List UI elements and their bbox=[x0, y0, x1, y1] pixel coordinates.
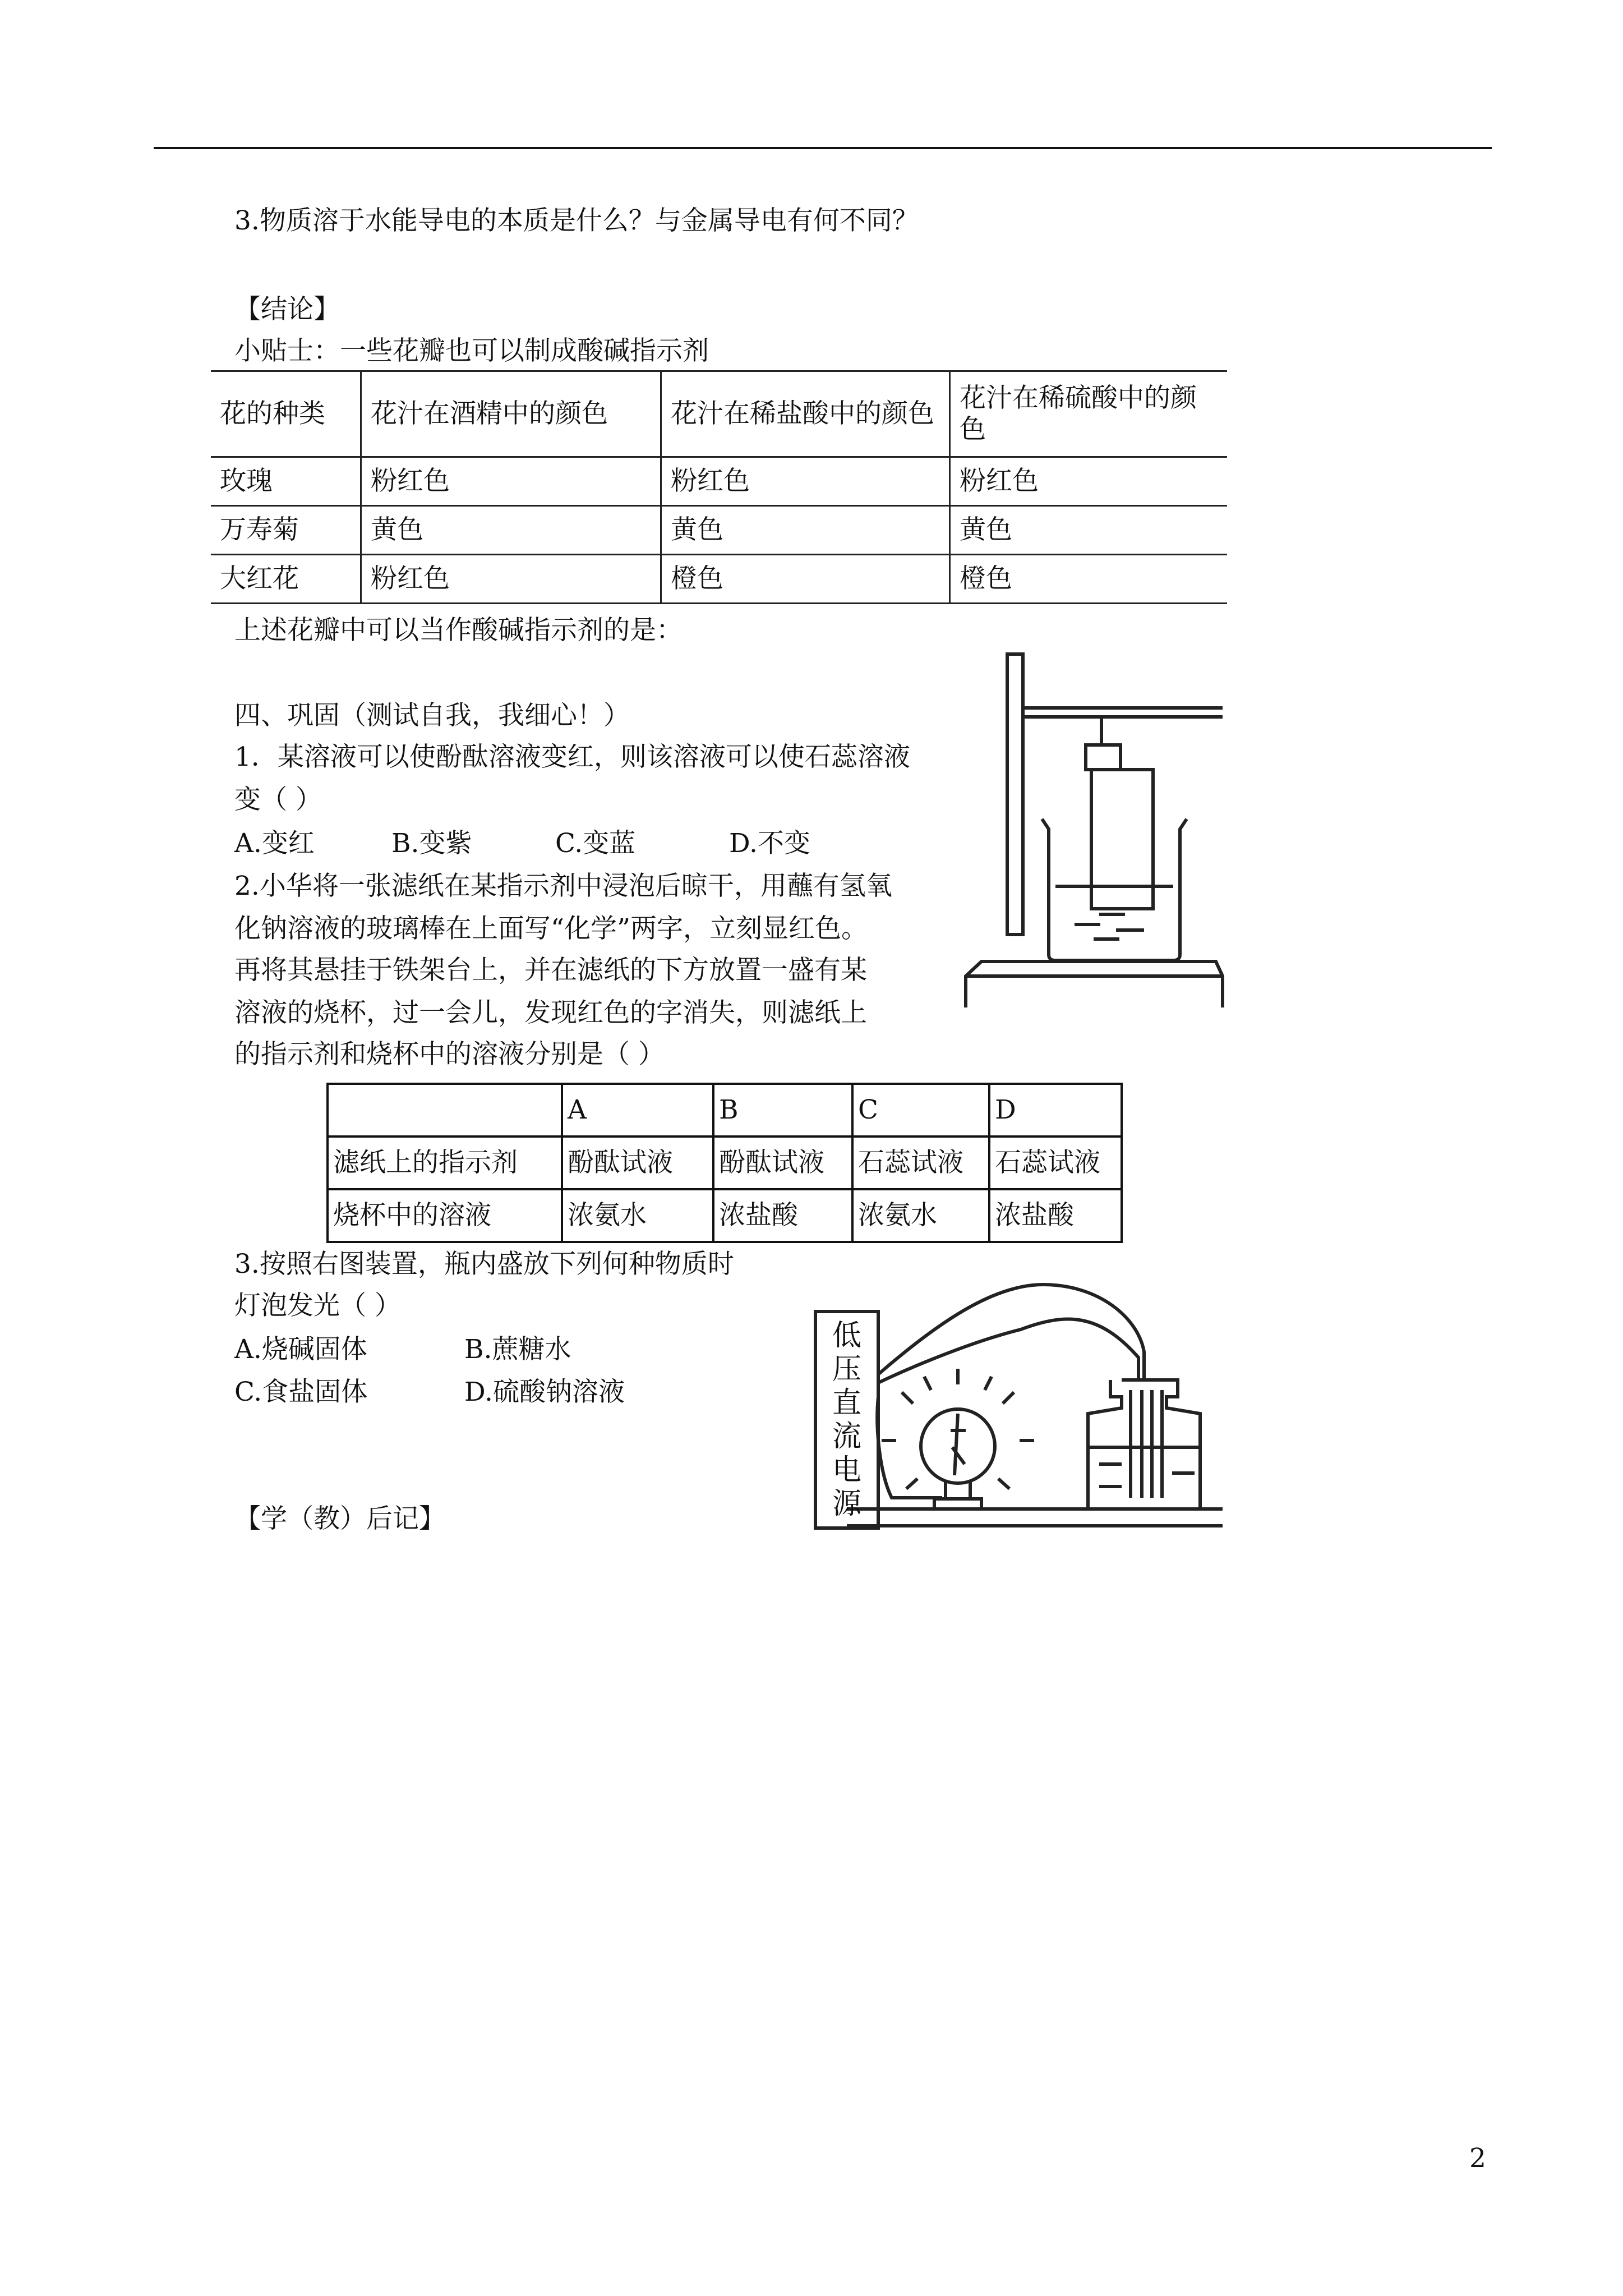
exercise-3-option-d: D.硫酸钠溶液 bbox=[464, 1377, 625, 1407]
table-cell: 黄色 bbox=[661, 506, 950, 555]
exercise-2-line-3: 再将其悬挂于铁架台上，并在滤纸的下方放置一盛有某 bbox=[234, 955, 867, 986]
table-cell: 酚酞试液 bbox=[713, 1137, 852, 1189]
flower-indicator-table bbox=[211, 370, 1227, 604]
table-header-cell: C bbox=[852, 1084, 989, 1137]
exercise-3-line-1: 3.按照右图装置，瓶内盛放下列何种物质时 bbox=[234, 1249, 734, 1280]
table-cell: 滤纸上的指示剂 bbox=[328, 1137, 562, 1189]
table-row bbox=[328, 1137, 1122, 1189]
table-cell: 烧杯中的溶液 bbox=[328, 1189, 562, 1242]
exercise-3-line-2: 灯泡发光（ ） bbox=[234, 1290, 401, 1321]
table-header-cell: 花汁在酒精中的颜色 bbox=[361, 371, 661, 457]
exercise-1-option-c: C.变蓝 bbox=[555, 828, 636, 859]
table-row bbox=[211, 555, 1227, 604]
exercise-1-option-d: D.不变 bbox=[729, 828, 810, 859]
conclusion-heading: 【结论】 bbox=[234, 294, 340, 325]
table-header-cell: 花的种类 bbox=[211, 371, 361, 457]
stand-base bbox=[966, 961, 1223, 1007]
table-cell: 橙色 bbox=[661, 555, 950, 604]
table-cell: 粉红色 bbox=[950, 457, 1228, 506]
exercise-3-option-c: C.食盐固体 bbox=[234, 1377, 368, 1407]
exercise-3-option-b: B.蔗糖水 bbox=[464, 1334, 571, 1365]
power-source-label-char: 低 bbox=[832, 1319, 862, 1352]
header-rule bbox=[154, 147, 1492, 149]
table-cell: 橙色 bbox=[950, 555, 1228, 604]
bottle bbox=[1088, 1380, 1200, 1509]
table-header-cell: 花汁在稀硫酸中的颜色 bbox=[950, 371, 1228, 457]
power-source-label-char: 电 bbox=[832, 1453, 862, 1487]
table-cell: 浓氨水 bbox=[852, 1189, 989, 1242]
exercise-1-line-2: 变（ ） bbox=[234, 784, 322, 815]
exercise-3-option-a: A.烧碱固体 bbox=[234, 1334, 367, 1365]
exercise-2-line-5: 的指示剂和烧杯中的溶液分别是（ ） bbox=[234, 1039, 665, 1070]
exercise-2-line-2: 化钠溶液的玻璃棒在上面写“化学”两字，立刻显红色。 bbox=[234, 913, 868, 944]
power-source-label-char: 压 bbox=[832, 1352, 862, 1386]
tip-text: 小贴士：一些花瓣也可以制成酸碱指示剂 bbox=[234, 335, 709, 366]
table-header-cell: B bbox=[713, 1084, 852, 1137]
table-cell: 酚酞试液 bbox=[562, 1137, 713, 1189]
table-cell: 万寿菊 bbox=[211, 506, 361, 555]
section-4-heading: 四、巩固（测试自我，我细心！） bbox=[234, 700, 630, 731]
answer-options-table bbox=[326, 1083, 1123, 1243]
power-source-label-char: 流 bbox=[832, 1420, 862, 1453]
table-cell: 粉红色 bbox=[361, 555, 661, 604]
table-row bbox=[211, 457, 1227, 506]
table-cell: 石蕊试液 bbox=[989, 1137, 1122, 1189]
table-header-cell: A bbox=[562, 1084, 713, 1137]
stand-rod bbox=[1007, 654, 1023, 935]
table-cell: 黄色 bbox=[950, 506, 1228, 555]
power-source-label-char: 直 bbox=[832, 1386, 862, 1420]
wire bbox=[878, 1319, 1138, 1383]
table-header-cell bbox=[328, 1084, 562, 1137]
table-header-row bbox=[328, 1084, 1122, 1137]
power-source-label-char: 源 bbox=[832, 1487, 862, 1521]
table-cell: 大红花 bbox=[211, 555, 361, 604]
indicator-question: 上述花瓣中可以当作酸碱指示剂的是： bbox=[234, 615, 683, 646]
exercise-2-line-1: 2.小华将一张滤纸在某指示剂中浸泡后晾干，用蘸有氢氧 bbox=[234, 871, 892, 901]
wire bbox=[877, 1397, 942, 1498]
table-cell: 粉红色 bbox=[661, 457, 950, 506]
question-3-text: 3.物质溶于水能导电的本质是什么？与金属导电有何不同？ bbox=[234, 205, 919, 236]
table-cell: 粉红色 bbox=[361, 457, 661, 506]
table-cell: 玫瑰 bbox=[211, 457, 361, 506]
table-cell: 浓盐酸 bbox=[713, 1189, 852, 1242]
iron-stand-beaker-figure bbox=[959, 651, 1228, 1021]
exercise-1-option-b: B.变紫 bbox=[391, 828, 472, 859]
exercise-2-line-4: 溶液的烧杯，过一会儿，发现红色的字消失，则滤纸上 bbox=[234, 997, 867, 1028]
afterword-heading: 【学（教）后记】 bbox=[234, 1503, 445, 1534]
page-number: 2 bbox=[1469, 2143, 1486, 2174]
table-cell: 浓盐酸 bbox=[989, 1189, 1122, 1242]
exercise-1-option-a: A.变红 bbox=[234, 828, 315, 859]
exercise-1-line-1: 1．某溶液可以使酚酞溶液变红，则该溶液可以使石蕊溶液 bbox=[234, 742, 910, 772]
table-header-cell: 花汁在稀盐酸中的颜色 bbox=[661, 371, 950, 457]
table-cell: 黄色 bbox=[361, 506, 661, 555]
table-cell: 浓氨水 bbox=[562, 1189, 713, 1242]
table-row bbox=[328, 1189, 1122, 1242]
conductivity-circuit-figure bbox=[808, 1262, 1234, 1537]
table-row bbox=[211, 506, 1227, 555]
table-header-cell: D bbox=[989, 1084, 1122, 1137]
table-cell: 石蕊试液 bbox=[852, 1137, 989, 1189]
table-header-row bbox=[211, 371, 1227, 457]
